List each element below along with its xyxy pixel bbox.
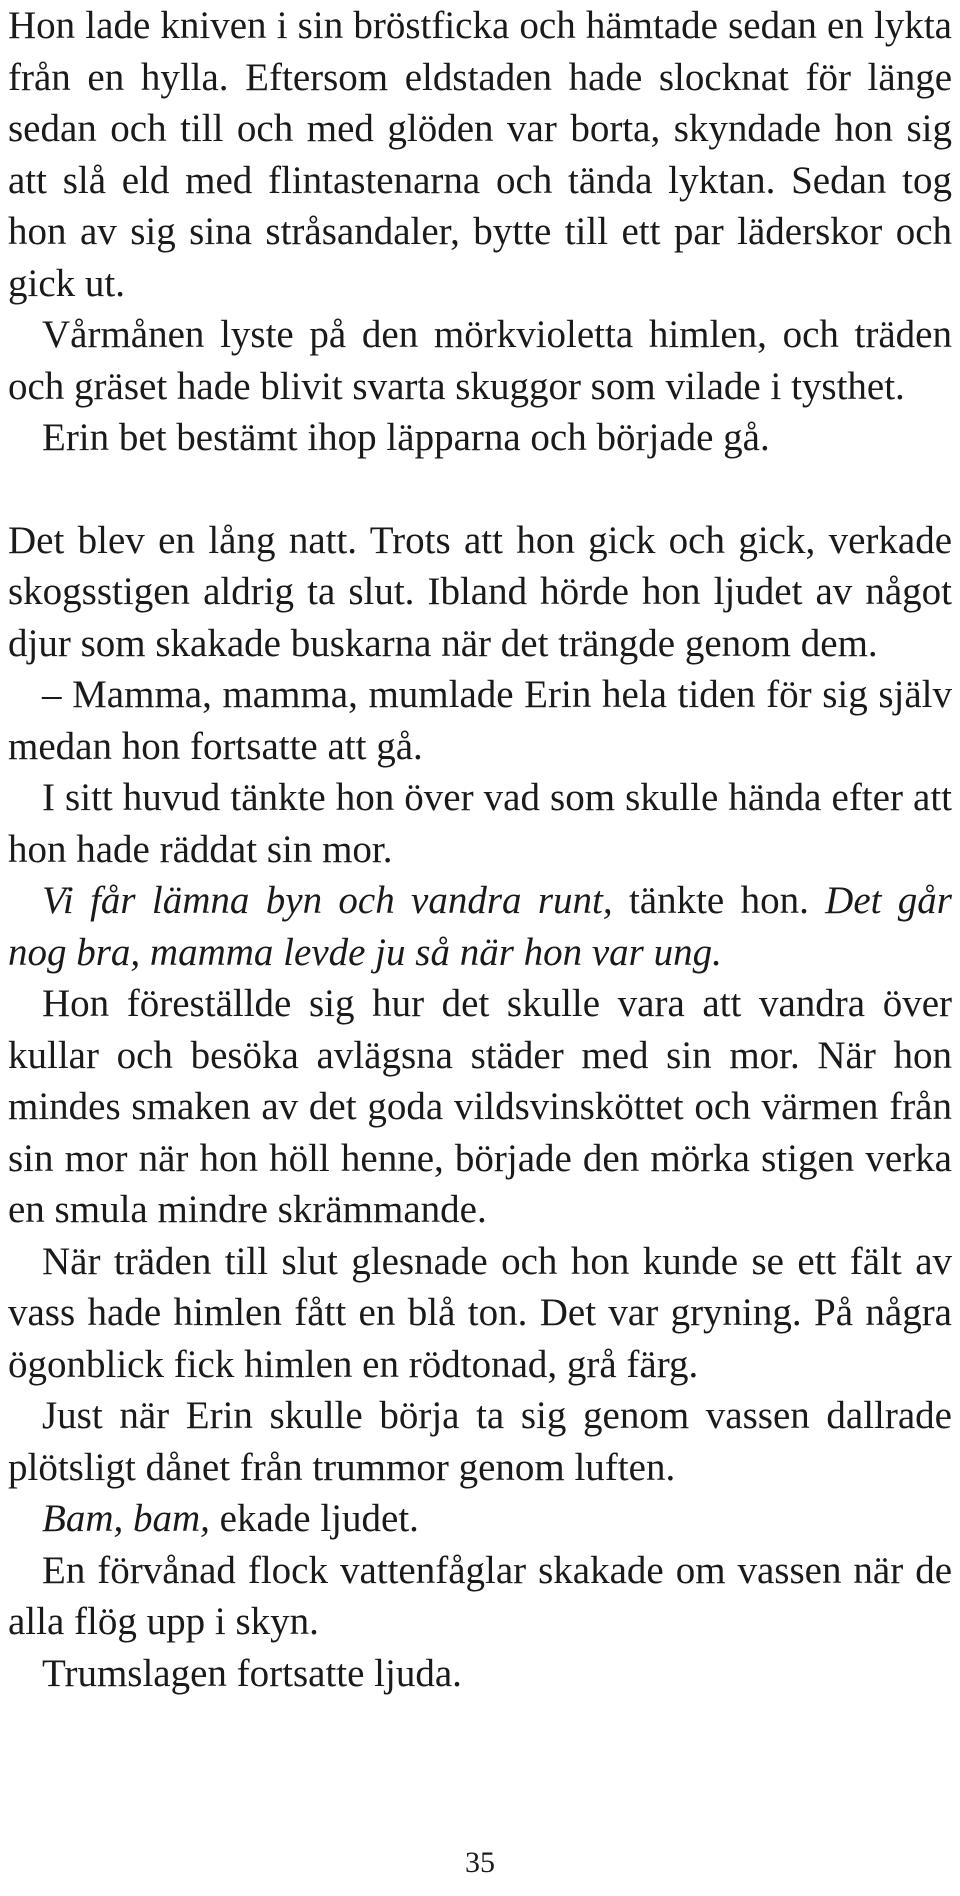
paragraph-lantern: Hon lade kniven i sin bröstficka och hämtade sedan en lykta från en hylla. Eftersom eldstaden hade slocknat för länge sedan och till och med glöden var borta, skyndade hon sig att slå eld med flintastenarna och tända lyktan. Sedan tog hon av sig sina stråsandaler, bytte till ett par läderskor och gick ut. xyxy=(8,4,952,305)
paragraph-drumbeats: Trumslagen fortsatte ljuda. xyxy=(42,1651,462,1695)
paragraph-birds: En förvånad flock vattenfåglar skakade om vassen när de alla flög upp i skyn. xyxy=(8,1548,952,1643)
paragraph-dawn: När träden till slut glesnade och hon kunde se ett fält av vass hade himlen fått en blå ton. Det var gryning. På några ögonblick fick himlen en rödtonad, grå färg. xyxy=(8,1239,952,1386)
paragraph-thinking: I sitt huvud tänkte hon över vad som skulle hända efter att hon hade räddat sin mor. xyxy=(8,776,952,871)
paragraph-moon: Vårmånen lyste på den mörkvioletta himlen, och träden och gräset hade blivit svarta skuggor som vilade i tysthet. xyxy=(8,313,952,408)
italic-thought-2: Det går nog bra, mamma levde ju så när hon var ung. xyxy=(8,879,952,974)
paragraph-erin-walks: Erin bet bestämt ihop läpparna och började gå. xyxy=(42,416,770,459)
body-text xyxy=(8,0,952,1699)
section-break xyxy=(8,464,952,515)
paragraph-imagine: Hon föreställde sig hur det skulle vara att vandra över kullar och besöka avlägsna städer med sin mor. När hon mindes smaken av det goda vildsvinsköttet och värmen från sin mor när hon höll henne, började den mörka stigen verka en smula mindre skrämmande. xyxy=(8,982,952,1231)
italic-bam: Bam, bam, xyxy=(42,1497,210,1540)
page-number: 35 xyxy=(465,1846,495,1879)
paragraph-bam xyxy=(8,1493,952,1545)
paragraph-wander-thought xyxy=(8,875,952,978)
paragraph-drums: Just när Erin skulle börja ta sig genom vassen dallrade plötsligt dånet från trummor genom luften. xyxy=(8,1394,952,1489)
italic-thought-1: Vi får lämna byn och vandra runt, xyxy=(42,879,613,922)
paragraph-long-night: Det blev en lång natt. Trots att hon gick och gick, verkade skogsstigen aldrig ta slut. Ibland hörde hon ljudet av något djur som skakade buskarna när det trängde genom dem. xyxy=(8,518,952,665)
plain-echo: ekade ljudet. xyxy=(209,1497,419,1540)
paragraph-mamma: – Mamma, mamma, mumlade Erin hela tiden för sig själv medan hon fortsatte att gå. xyxy=(8,673,952,768)
plain-thought: tänkte hon. xyxy=(612,879,826,922)
